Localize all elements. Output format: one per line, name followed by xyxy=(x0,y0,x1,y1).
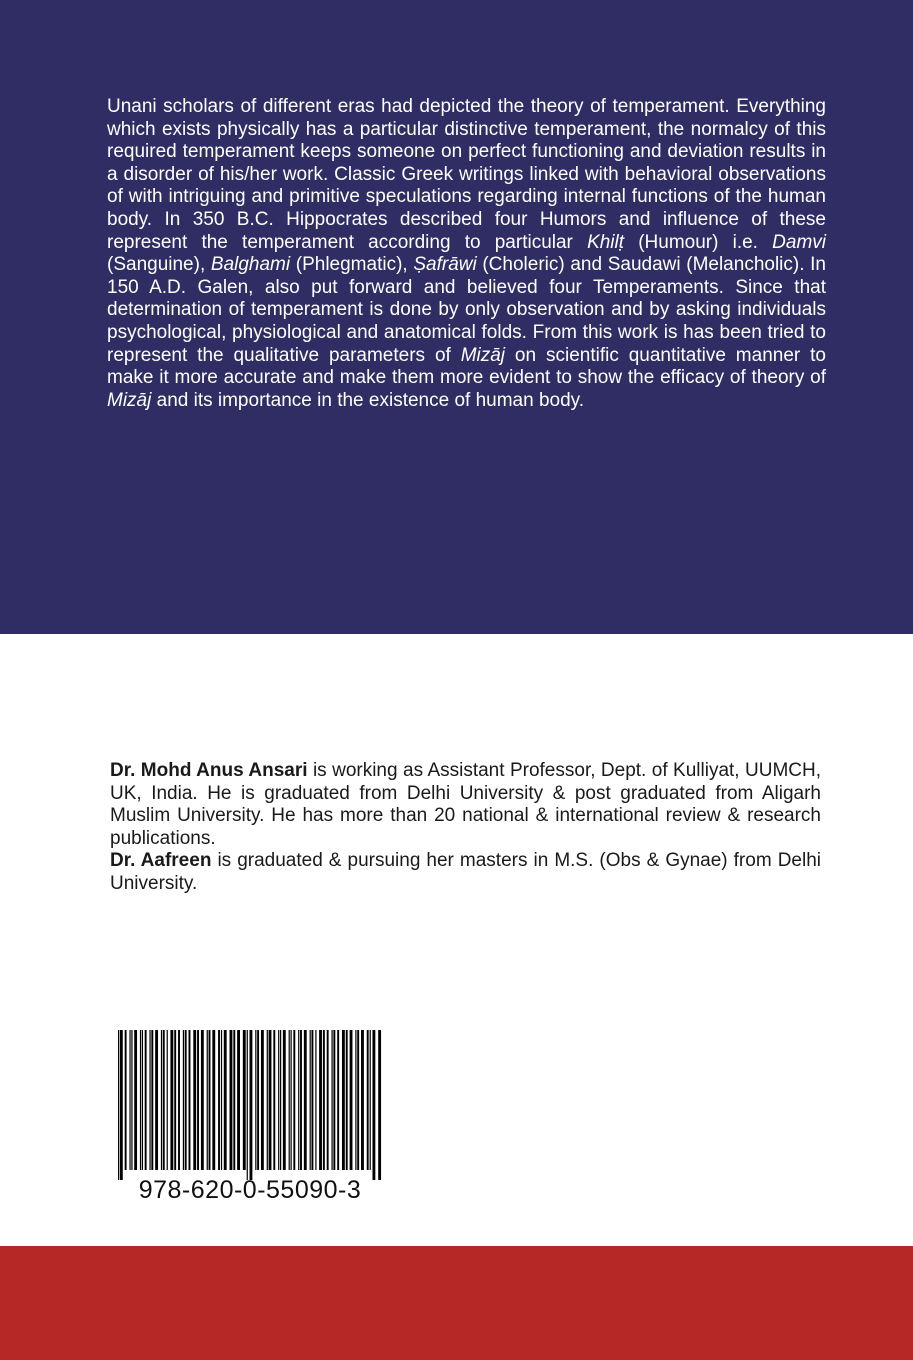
synopsis-panel xyxy=(0,0,913,634)
barcode-bar xyxy=(289,1030,290,1170)
author-name: Dr. Aafreen xyxy=(110,850,212,872)
barcode-bar xyxy=(278,1030,279,1170)
barcode-bar xyxy=(224,1030,227,1170)
barcode-bar xyxy=(350,1030,353,1170)
barcode-bar xyxy=(355,1030,356,1170)
barcode-bar xyxy=(201,1030,204,1170)
barcode-bar xyxy=(163,1030,165,1170)
barcode-bar xyxy=(331,1030,332,1170)
barcode-bar xyxy=(129,1030,130,1170)
barcode-bar xyxy=(230,1030,233,1170)
barcode-bar xyxy=(120,1030,123,1180)
barcode-bar xyxy=(233,1030,235,1170)
barcode-bar xyxy=(273,1030,275,1170)
barcode-bar xyxy=(293,1030,295,1170)
term-khilt: Khilṭ xyxy=(587,231,625,253)
barcode-bar xyxy=(361,1030,364,1170)
barcode-bar xyxy=(118,1030,119,1180)
barcode-bar xyxy=(319,1030,322,1170)
barcode-bar xyxy=(310,1030,311,1170)
barcode-bar xyxy=(346,1030,348,1170)
barcode-bar xyxy=(357,1030,359,1170)
barcode-bar xyxy=(261,1030,264,1170)
barcode-bar xyxy=(167,1030,168,1170)
barcode-bar xyxy=(189,1030,191,1170)
barcode-bar xyxy=(255,1030,256,1170)
barcode-bar xyxy=(237,1030,240,1170)
barcode-bar xyxy=(315,1030,316,1170)
barcode-bar xyxy=(221,1030,222,1170)
term-safrawi: Ṣafrāwi xyxy=(413,254,477,276)
barcode-bar xyxy=(140,1030,141,1170)
barcode-bar xyxy=(333,1030,335,1170)
barcode-bar xyxy=(151,1030,153,1170)
barcode-bar xyxy=(280,1030,281,1170)
barcode-bar xyxy=(131,1030,132,1170)
barcode-bar xyxy=(370,1030,371,1170)
barcode-bar xyxy=(300,1030,302,1170)
barcode-bar xyxy=(311,1030,313,1170)
author-bio-ansari: Dr. Mohd Anus Ansari is working as Assistant Professor, Dept. of Kulliyat, UUMCH, UK, India. He is graduated from Delhi University & post graduated from Aligarh Muslim University. He has more than 20 national & international review & research publications. xyxy=(110,760,821,849)
barcode-bar xyxy=(178,1030,180,1170)
barcode-bar xyxy=(197,1030,199,1170)
term-damvi: Damvi xyxy=(772,231,826,253)
barcode-bar xyxy=(337,1030,339,1170)
barcode-bar xyxy=(367,1030,369,1170)
barcode-bar xyxy=(304,1030,307,1170)
author-bios xyxy=(110,760,821,896)
barcode-bar xyxy=(145,1030,147,1170)
term-balghami: Balghami xyxy=(210,254,291,276)
synopsis-text: Unani scholars of different eras had depicted the theory of temperament. Everything which exists physically has a particular distinctive temperament, the normalcy of this required temperament keeps someone on perfect functioning and deviation results in a disorder of his/her work. Classic Greek writings linked with behavioral observations of with intriguing and primitive speculations regarding internal functions of the human body. In 350 B.C. Hippocrates described four Humors and influence of these represent the temperament according to particular Khilṭ (Humour) i.e. Damvi (Sanguine), Balghami (Phlegmatic), Ṣafrāwi (Choleric) and Saudawi (Melancholic). In 150 A.D. Galen, also put forward and believed four Temperaments. Since that determination of temperament is done by only observation and by asking individuals psychological, physiological and anatomical folds. From this work is has been tried to represent the qualitative parameters of Mizāj on scientific quantitative manner to make it more accurate and make them more evident to show the efficacy of theory of Mizāj and its importance in the existence of human body. xyxy=(107,96,826,411)
barcode-bar xyxy=(142,1030,143,1170)
barcode-bar xyxy=(257,1030,259,1170)
barcode-bar xyxy=(183,1030,184,1170)
isbn-number: 978-620-0-55090-3 xyxy=(138,1176,362,1204)
barcode-bar xyxy=(378,1030,381,1180)
author-bio-aafreen: Dr. Aafreen is graduated & pursuing her masters in M.S. (Obs & Gynae) from Delhi University. xyxy=(110,850,821,894)
barcode-bar xyxy=(209,1030,211,1170)
barcode-bar xyxy=(298,1030,299,1170)
barcode-bar xyxy=(125,1030,127,1170)
barcode-bar xyxy=(149,1030,150,1170)
barcode-bar xyxy=(247,1030,248,1180)
barcode-bar xyxy=(269,1030,272,1170)
barcode-bar xyxy=(267,1030,268,1170)
barcode-bar xyxy=(207,1030,208,1170)
term-mizaj: Mizāj xyxy=(107,389,152,411)
bottom-color-band xyxy=(0,1246,913,1360)
barcode-bar xyxy=(323,1030,325,1170)
author-name: Dr. Mohd Anus Ansari xyxy=(110,760,308,781)
barcode-bar xyxy=(170,1030,173,1170)
barcode-bar xyxy=(250,1030,253,1180)
barcode-bar xyxy=(185,1030,187,1170)
barcode-bar xyxy=(291,1030,292,1170)
barcode-bar xyxy=(218,1030,220,1170)
barcode-bar xyxy=(155,1030,158,1170)
barcode-bar xyxy=(134,1030,137,1170)
term-mizaj: Mizāj xyxy=(460,344,506,366)
barcode-icon xyxy=(112,1030,388,1180)
barcode-bar xyxy=(193,1030,196,1170)
barcode-bar xyxy=(174,1030,176,1170)
barcode-bar xyxy=(212,1030,215,1170)
barcode-bar xyxy=(342,1030,345,1170)
barcode-bar xyxy=(283,1030,286,1170)
barcode-bar xyxy=(327,1030,329,1170)
barcode-bar xyxy=(372,1030,375,1180)
barcode-bar xyxy=(161,1030,162,1170)
barcode-bar xyxy=(243,1030,246,1170)
